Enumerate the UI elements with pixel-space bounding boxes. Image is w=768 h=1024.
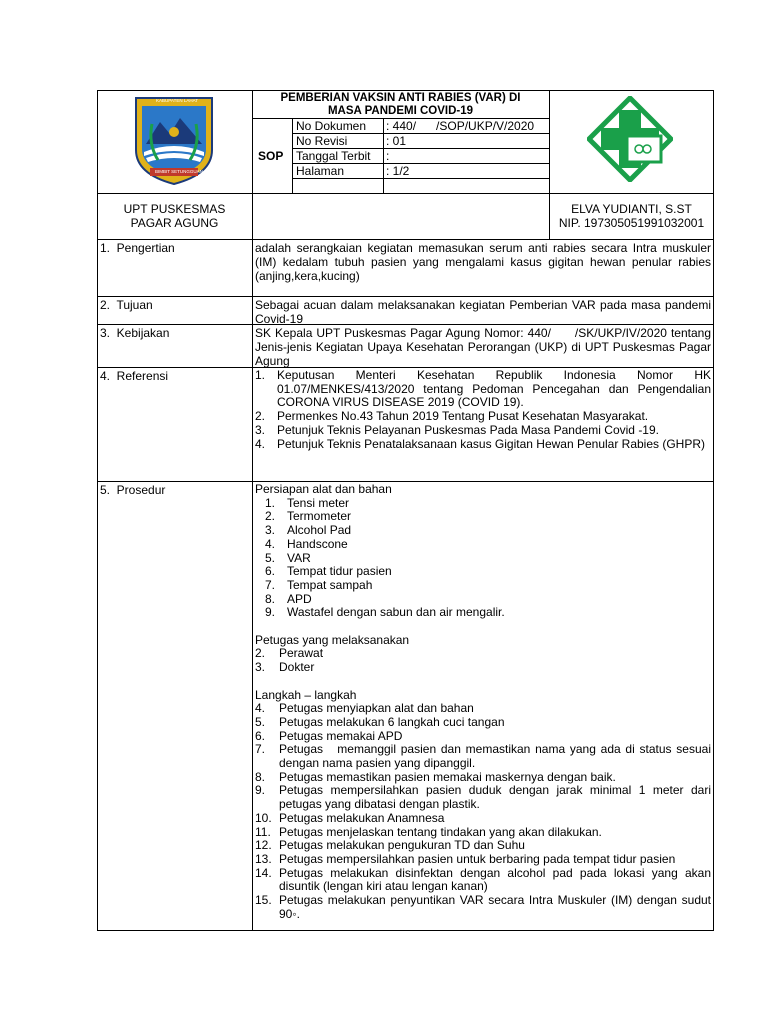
petugas-title: Petugas yang melaksanakan xyxy=(255,632,410,647)
list-item xyxy=(255,894,711,921)
meta-value-tanggal-terbit: : xyxy=(386,149,390,163)
list-item-text: Dokter xyxy=(279,660,315,675)
sop-label-divider xyxy=(292,118,293,193)
list-item-text: Petugas melakukan penyuntikan VAR secara Intra Muskuler (IM) dengan sudut 90◦. xyxy=(279,893,711,921)
list-item-text: Tensi meter xyxy=(287,495,350,510)
label-referensi: 4. Referensi xyxy=(100,369,169,383)
meta-label-no-revisi: No Revisi xyxy=(296,134,348,148)
organization-name xyxy=(97,202,252,230)
list-item-text: Petugas melakukan pengukuran TD dan Suhu xyxy=(279,838,525,853)
list-item-text: Petugas melakukan Anamnesa xyxy=(279,810,445,825)
list-item xyxy=(255,716,711,730)
kabupaten-lahat-logo xyxy=(132,94,216,186)
list-item-number: 1. xyxy=(255,368,266,382)
text-tujuan: Sebagai acuan dalam melaksanakan kegiatan Pemberian VAR pada masa pandemi Covid-19 xyxy=(255,298,711,326)
org-row-bottom-line xyxy=(97,239,714,240)
sop-label: SOP xyxy=(258,149,284,163)
meta-value-halaman: : 1/2 xyxy=(386,164,410,178)
list-item-text: Perawat xyxy=(279,646,324,661)
document-title xyxy=(252,92,549,118)
list-item-text: Petunjuk Teknis Pelayanan Puskesmas Pada Masa Pandemi Covid -19. xyxy=(277,422,659,437)
list-item-text: Termometer xyxy=(287,509,352,524)
list-item-number: 3. xyxy=(255,660,266,675)
list-item xyxy=(255,497,711,511)
list-item-number: 8. xyxy=(265,591,276,606)
signer-nip: NIP. 197305051991032001 xyxy=(558,216,705,230)
list-item xyxy=(255,538,711,552)
list-item xyxy=(255,438,711,452)
list-item-text: Keputusan Menteri Kesehatan Republik Indonesia Nomor HK 01.07/MENKES/413/2020 tentang Pedoman Pencegahan dan Pengendalian CORONA VIRUS DISEASE 2019 (COVID 19). xyxy=(277,368,715,410)
left-logo-text-bottom: BIMBIT SETUNGGUAN xyxy=(155,169,203,174)
list-item-text: Alcohol Pad xyxy=(287,523,352,538)
text-pengertian: adalah serangkaian kegiatan memasukan serum anti rabies secara Intra muskuler (IM) kedalam tubuh pasien yang mengalami kasus gigitan hewan penular rabies (anjing,kera,kucing) xyxy=(255,241,711,283)
row1-bottom xyxy=(97,296,714,297)
list-item-text: Petugas mempersilahkan pasien untuk berbaring pada tempat tidur pasien xyxy=(279,851,676,866)
label-tujuan: 2. Tujuan xyxy=(100,298,153,312)
list-item-text: Petugas mempersilahkan pasien duduk dengan jarak minimal 1 meter dari petugas yang dibatasi dengan plastik. xyxy=(279,783,711,812)
list-item-number: 6. xyxy=(255,728,266,743)
meta-value-no-dokumen: : 440/ /SOP/UKP/V/2020 xyxy=(386,119,535,133)
list-item xyxy=(255,593,711,607)
list-item xyxy=(255,812,711,826)
list-item xyxy=(255,424,711,438)
list-item xyxy=(255,647,711,661)
list-item-number: 3. xyxy=(265,523,276,538)
list-item-text: Petugas menjelaskan tentang tindakan yang akan dilakukan. xyxy=(279,824,602,839)
referensi-list xyxy=(255,368,715,451)
list-item-number: 2. xyxy=(265,509,276,524)
meta-value-divider xyxy=(383,118,384,193)
text-kebijakan: SK Kepala UPT Puskesmas Pagar Agung Nomor: 440/ /SK/UKP/IV/2020 tentang Jenis-jenis Kegiatan Upaya Kesehatan Perorangan (UKP) di UPT Puskesmas Pagar Agung xyxy=(255,326,715,368)
prosedur-content xyxy=(255,482,715,921)
meta-line-4 xyxy=(292,178,549,179)
title-line-2: MASA PANDEMI COVID-19 xyxy=(327,105,474,117)
list-item-number: 10. xyxy=(255,810,272,825)
org-line-2: PAGAR AGUNG xyxy=(130,216,219,230)
list-item-number: 11. xyxy=(255,824,271,839)
list-item-text: Tempat sampah xyxy=(287,577,373,592)
list-item xyxy=(255,839,711,853)
puskesmas-logo xyxy=(587,96,673,182)
list-item-text: Tempat tidur pasien xyxy=(287,564,392,579)
list-item-number: 4. xyxy=(265,536,276,551)
label-pengertian: 1. Pengertian xyxy=(100,241,175,255)
list-item-text: Petugas melakukan 6 langkah cuci tangan xyxy=(279,714,505,729)
list-item-number: 5. xyxy=(265,550,276,565)
list-item xyxy=(255,702,711,716)
list-item-text: Petugas menyiapkan alat dan bahan xyxy=(279,701,474,716)
row4-bottom xyxy=(97,481,714,482)
list-item xyxy=(255,606,711,620)
list-item-text: APD xyxy=(287,591,312,606)
list-item-number: 2. xyxy=(255,646,266,661)
list-item-number: 4. xyxy=(255,436,266,451)
list-item-number: 14. xyxy=(255,865,272,880)
left-logo-text-top: KABUPATEN LAHAT xyxy=(156,98,199,103)
meta-label-halaman: Halaman xyxy=(296,164,345,178)
list-item-number: 7. xyxy=(265,577,276,592)
list-item xyxy=(255,368,715,410)
label-kebijakan: 3. Kebijakan xyxy=(100,326,170,340)
list-item-number: 9. xyxy=(255,783,266,798)
list-item xyxy=(255,784,711,811)
list-item xyxy=(255,524,711,538)
list-item xyxy=(255,771,711,785)
list-item-text: Petugas memanggil pasien dan memastikan nama yang ada di status sesuai dengan nama pasien yang dipanggil. xyxy=(279,742,715,771)
langkah-title: Langkah – langkah xyxy=(255,687,357,702)
list-item-text: Petugas melakukan disinfektan dengan alcohol pad pada lokasi yang akan disuntik (lengan kiri atau lengan kanan) xyxy=(279,865,711,894)
list-item xyxy=(255,579,711,593)
list-item-number: 7. xyxy=(255,742,266,757)
list-item-text: Handscone xyxy=(287,536,348,551)
list-item-number: 5. xyxy=(255,714,266,729)
list-item-number: 8. xyxy=(255,769,266,784)
list-item-text: VAR xyxy=(287,550,311,565)
list-item-number: 1. xyxy=(265,495,276,510)
signer-block xyxy=(549,202,714,230)
list-item xyxy=(255,742,715,771)
list-item xyxy=(255,867,711,894)
list-item-number: 3. xyxy=(255,422,266,437)
list-item-text: Permenkes No.43 Tahun 2019 Tentang Pusat Kesehatan Masyarakat. xyxy=(277,409,649,424)
meta-value-no-revisi: : 01 xyxy=(386,134,407,148)
list-item-number: 12. xyxy=(255,838,272,853)
list-item-text: Petugas memastikan pasien memakai maskernya dengan baik. xyxy=(279,769,616,784)
list-item xyxy=(255,826,711,840)
list-item xyxy=(255,552,711,566)
list-item xyxy=(255,661,711,675)
list-item-text: Petugas memakai APD xyxy=(279,728,403,743)
body-col-divider xyxy=(252,239,253,931)
list-item xyxy=(255,730,711,744)
meta-label-tanggal-terbit: Tanggal Terbit xyxy=(296,149,371,163)
list-item xyxy=(255,510,711,524)
org-line-1: UPT PUSKESMAS xyxy=(123,202,226,216)
list-item xyxy=(255,853,711,867)
list-item-number: 15. xyxy=(255,893,272,908)
list-item xyxy=(255,565,711,579)
list-item-number: 2. xyxy=(255,409,266,424)
signer-name: ELVA YUDIANTI, S.ST xyxy=(571,202,692,216)
label-prosedur: 5. Prosedur xyxy=(100,483,166,497)
persiapan-title: Persiapan alat dan bahan xyxy=(255,482,392,496)
list-item-number: 4. xyxy=(255,701,266,716)
list-item-number: 13. xyxy=(255,851,272,866)
title-line-1: PEMBERIAN VAKSIN ANTI RABIES (VAR) DI xyxy=(280,92,521,104)
list-item xyxy=(255,410,711,424)
list-item-number: 9. xyxy=(265,605,276,620)
meta-label-no-dokumen: No Dokumen xyxy=(296,119,367,133)
header-bottom-line xyxy=(97,193,714,194)
list-item-number: 6. xyxy=(265,564,276,579)
list-item-text: Wastafel dengan sabun dan air mengalir. xyxy=(287,605,505,620)
list-item-text: Petunjuk Teknis Penatalaksanaan kasus Gigitan Hewan Penular Rabies (GHPR) xyxy=(277,436,706,451)
